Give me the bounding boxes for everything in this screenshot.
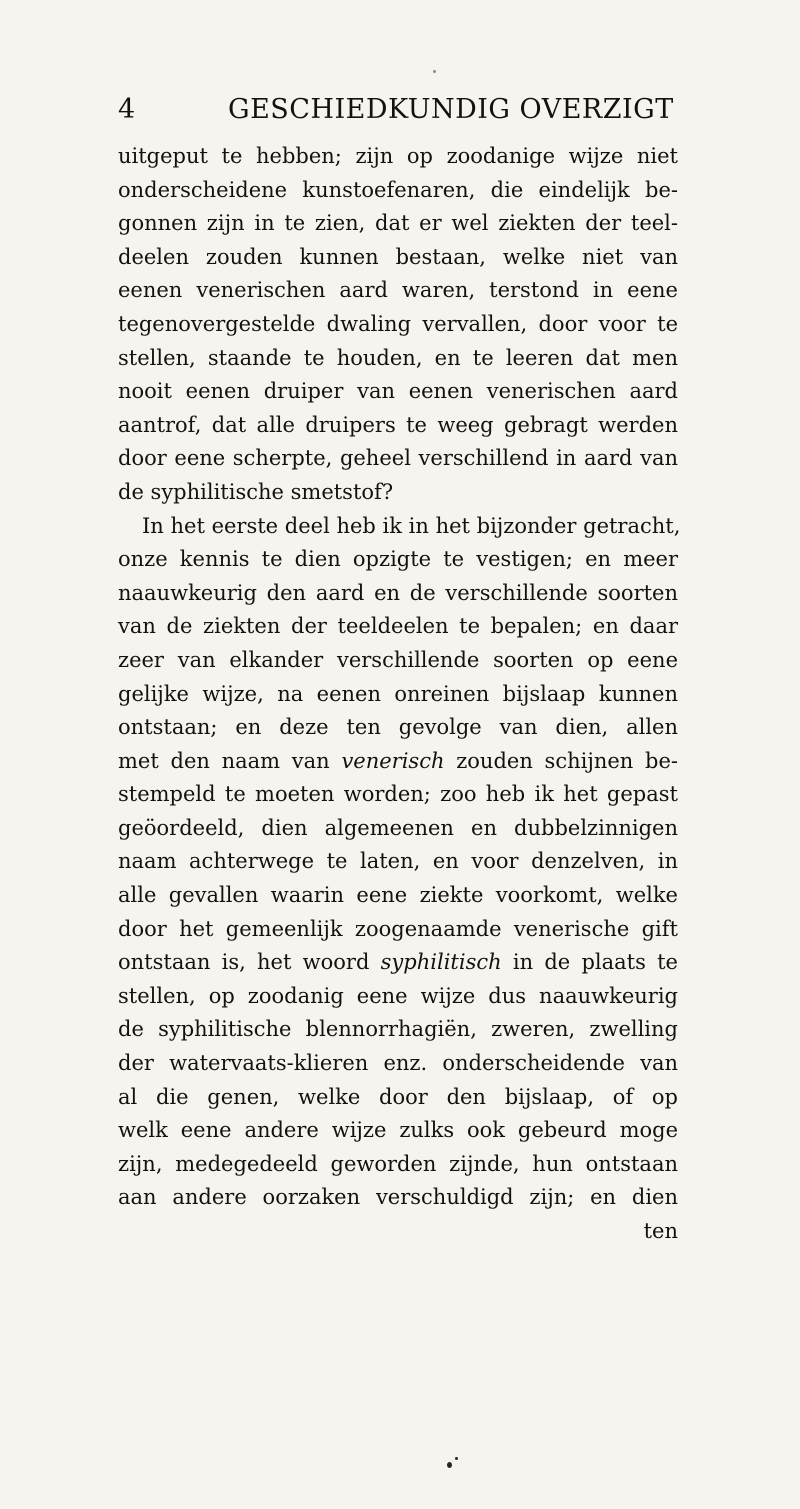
text-line: stellen, op zoodanig eene wijze dus naauwkeurig	[118, 983, 678, 1008]
text-line: zeer van elkander verschillende soorten op eene	[118, 647, 678, 672]
text-line: alle gevallen waarin eene ziekte voorkomt, welke	[118, 883, 678, 908]
text-line: uitgeput te hebben; zijn op zoodanige wijze niet	[118, 144, 678, 168]
text-line: de syphilitische smetstof?	[118, 479, 394, 504]
ink-speck	[433, 70, 436, 73]
text-line: ontstaan; en deze ten gevolge van dien, allen	[118, 715, 678, 740]
body-text	[118, 140, 681, 1249]
text-line: gonnen zijn in te zien, dat er wel ziekten der teel-	[118, 211, 678, 236]
catchword: ten	[643, 1219, 678, 1243]
text-line: stellen, staande te houden, en te leeren dat men	[118, 345, 678, 370]
text-line: eenen venerischen aard waren, terstond in eene	[118, 278, 678, 303]
ink-speck	[455, 1457, 458, 1460]
text-line	[118, 745, 678, 779]
text-line	[118, 946, 678, 980]
running-head	[118, 90, 718, 130]
paragraph-start-line: In het eerste deel heb ik in het bijzonder getracht,	[142, 513, 681, 538]
text-line: onze kennis te dien opzigte te vestigen; en meer	[118, 547, 678, 572]
text-segment: met den naam van	[118, 748, 342, 773]
ink-speck	[447, 1462, 452, 1468]
text-segment: in de plaats te	[501, 950, 678, 975]
text-line: aan andere oorzaken verschuldigd zijn; en dien	[118, 1185, 678, 1210]
italic-term: syphilitisch	[380, 950, 502, 975]
text-line: al die genen, welke door den bijslaap, of op	[118, 1084, 678, 1109]
text-line: aantrof, dat alle druipers te weeg gebragt werden	[118, 412, 678, 437]
text-line: stempeld te moeten worden; zoo heb ik het gepast	[118, 782, 678, 807]
text-line: geöordeeld, dien algemeenen en dubbelzinnigen	[118, 815, 678, 840]
text-line: zijn, medegedeeld geworden zijnde, hun ontstaan	[118, 1151, 678, 1176]
text-line: onderscheidene kunstoefenaren, die eindelijk be-	[118, 177, 678, 202]
text-segment: zouden schijnen be-	[444, 748, 679, 773]
text-line: welk eene andere wijze zulks ook gebeurd moge	[118, 1118, 678, 1143]
text-line: de syphilitische blennorrhagiën, zweren, zwelling	[118, 1017, 678, 1042]
page-number: 4	[118, 94, 136, 125]
text-line: door eene scherpte, geheel verschillend in aard van	[118, 446, 678, 471]
italic-term: venerisch	[341, 748, 445, 773]
text-line: der watervaats-klieren enz. onderscheidende van	[118, 1051, 678, 1076]
text-line: gelijke wijze, na eenen onreinen bijslaap kunnen	[118, 681, 678, 706]
running-title: GESCHIEDKUNDIG OVERZIGT	[228, 94, 674, 125]
text-segment: ontstaan is, het woord	[118, 950, 381, 975]
text-line: naam achterwege te laten, en voor denzelven, in	[118, 849, 678, 874]
text-line: nooit eenen druiper van eenen venerischen aard	[118, 379, 678, 404]
text-line: door het gemeenlijk zoogenaamde venerische gift	[118, 916, 678, 941]
text-line: tegenovergestelde dwaling vervallen, door voor te	[118, 311, 678, 336]
text-line: van de ziekten der teeldeelen te bepalen; en daar	[118, 614, 678, 639]
text-line: deelen zouden kunnen bestaan, welke niet van	[118, 244, 678, 269]
text-line: naauwkeurig den aard en de verschillende soorten	[118, 580, 678, 605]
